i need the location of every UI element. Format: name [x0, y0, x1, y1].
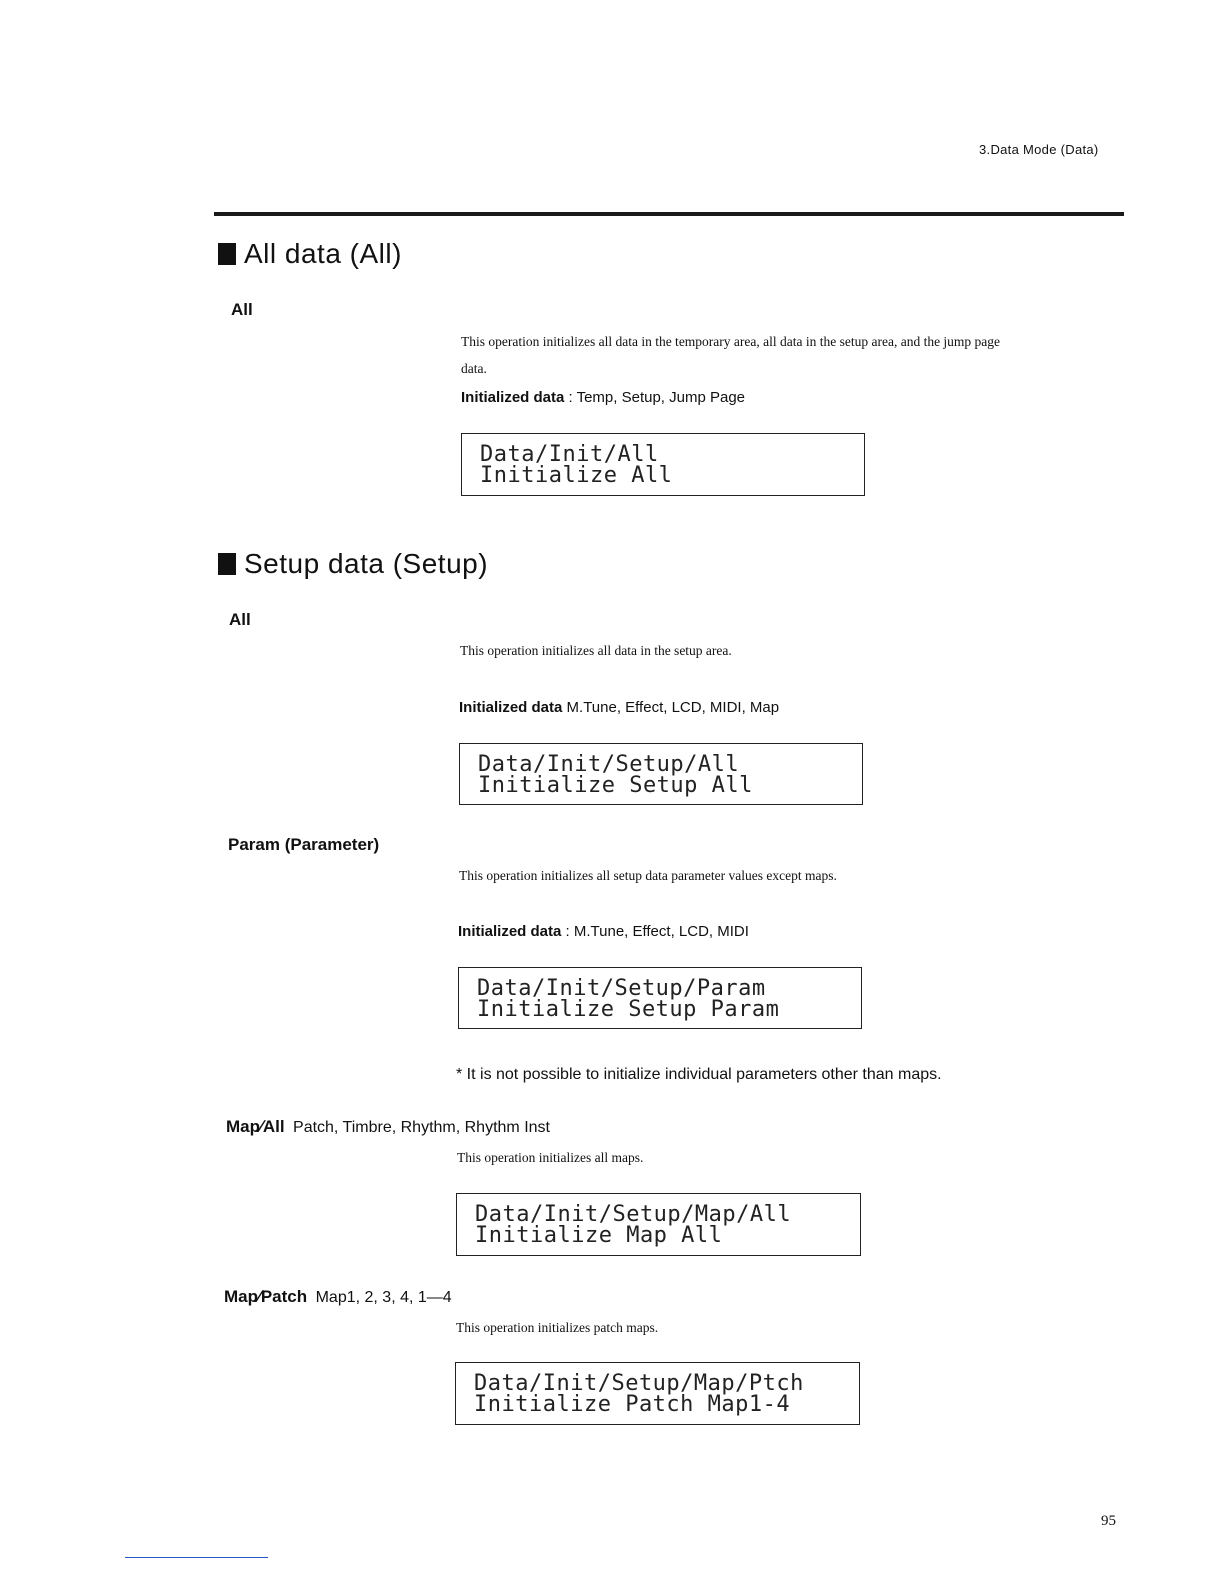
subheading-map-all	[226, 1117, 550, 1137]
initialized-data-param	[458, 923, 749, 940]
description-line: data.	[461, 361, 487, 376]
description-line: This operation initializes all data in the temporary area, all data in the setup area, and the jump page	[461, 334, 1001, 349]
lcd-line-1: Data/Init/Setup/Param	[477, 976, 766, 1001]
description-map-all: This operation initializes all maps.	[457, 1150, 644, 1165]
lcd-line-1: Data/Init/Setup/Map/Ptch	[474, 1371, 804, 1396]
lcd-line-2: Initialize Patch Map1-4	[474, 1392, 791, 1417]
square-bullet-icon	[218, 553, 236, 575]
description-all-data	[461, 328, 1000, 382]
initialized-data-value: : M.Tune, Effect, LCD, MIDI	[561, 923, 749, 940]
map-patch-options: Map1, 2, 3, 4, 1—4	[315, 1289, 452, 1306]
section-title-all-data	[218, 238, 402, 270]
lcd-display-map-patch	[455, 1362, 860, 1425]
initialized-data-setup-all	[459, 699, 779, 716]
subheading-map-patch	[224, 1287, 452, 1307]
initialized-data-label: Initialized data	[461, 389, 565, 406]
lcd-display-all-data	[461, 433, 865, 496]
footer-line	[125, 1557, 268, 1558]
lcd-line-1: Data/Init/All	[480, 442, 659, 467]
lcd-line-2: Initialize Setup Param	[477, 997, 780, 1022]
description-param: This operation initializes all setup data parameter values except maps.	[459, 868, 837, 883]
subheading-all: All	[231, 300, 253, 319]
description-map-patch: This operation initializes patch maps.	[456, 1320, 659, 1335]
subheading-setup-all: All	[229, 610, 251, 629]
lcd-display-setup-all	[459, 743, 863, 805]
lcd-line-2: Initialize Setup All	[478, 773, 753, 798]
running-head: 3.Data Mode (Data)	[979, 142, 1099, 157]
subheading-param: Param (Parameter)	[228, 835, 380, 854]
lcd-line-2: Initialize All	[480, 463, 673, 488]
page-number: 95	[1101, 1513, 1116, 1529]
map-all-heading: Map∕All	[226, 1117, 285, 1136]
map-all-options: Patch, Timbre, Rhythm, Rhythm Inst	[293, 1119, 550, 1136]
lcd-line-1: Data/Init/Setup/Map/All	[475, 1202, 792, 1227]
initialized-data-label: Initialized data	[459, 699, 563, 716]
header-rule	[214, 212, 1124, 216]
lcd-display-param	[458, 967, 862, 1029]
section-title-text: Setup data (Setup)	[244, 548, 489, 579]
initialized-data-value: : Temp, Setup, Jump Page	[564, 389, 746, 406]
initialized-data-label: Initialized data	[458, 923, 562, 940]
note-param: * It is not possible to initialize individual parameters other than maps.	[456, 1066, 942, 1083]
section-title-setup-data	[218, 548, 488, 580]
initialized-data-value: M.Tune, Effect, LCD, MIDI, Map	[562, 699, 780, 716]
description-setup-all: This operation initializes all data in the setup area.	[460, 643, 732, 658]
lcd-line-1: Data/Init/Setup/All	[478, 752, 740, 777]
section-title-text: All data (All)	[244, 238, 402, 269]
square-bullet-icon	[218, 243, 236, 265]
lcd-display-map-all	[456, 1193, 861, 1256]
initialized-data-all	[461, 389, 745, 406]
lcd-line-2: Initialize Map All	[475, 1223, 723, 1248]
map-patch-heading: Map∕Patch	[224, 1287, 308, 1306]
